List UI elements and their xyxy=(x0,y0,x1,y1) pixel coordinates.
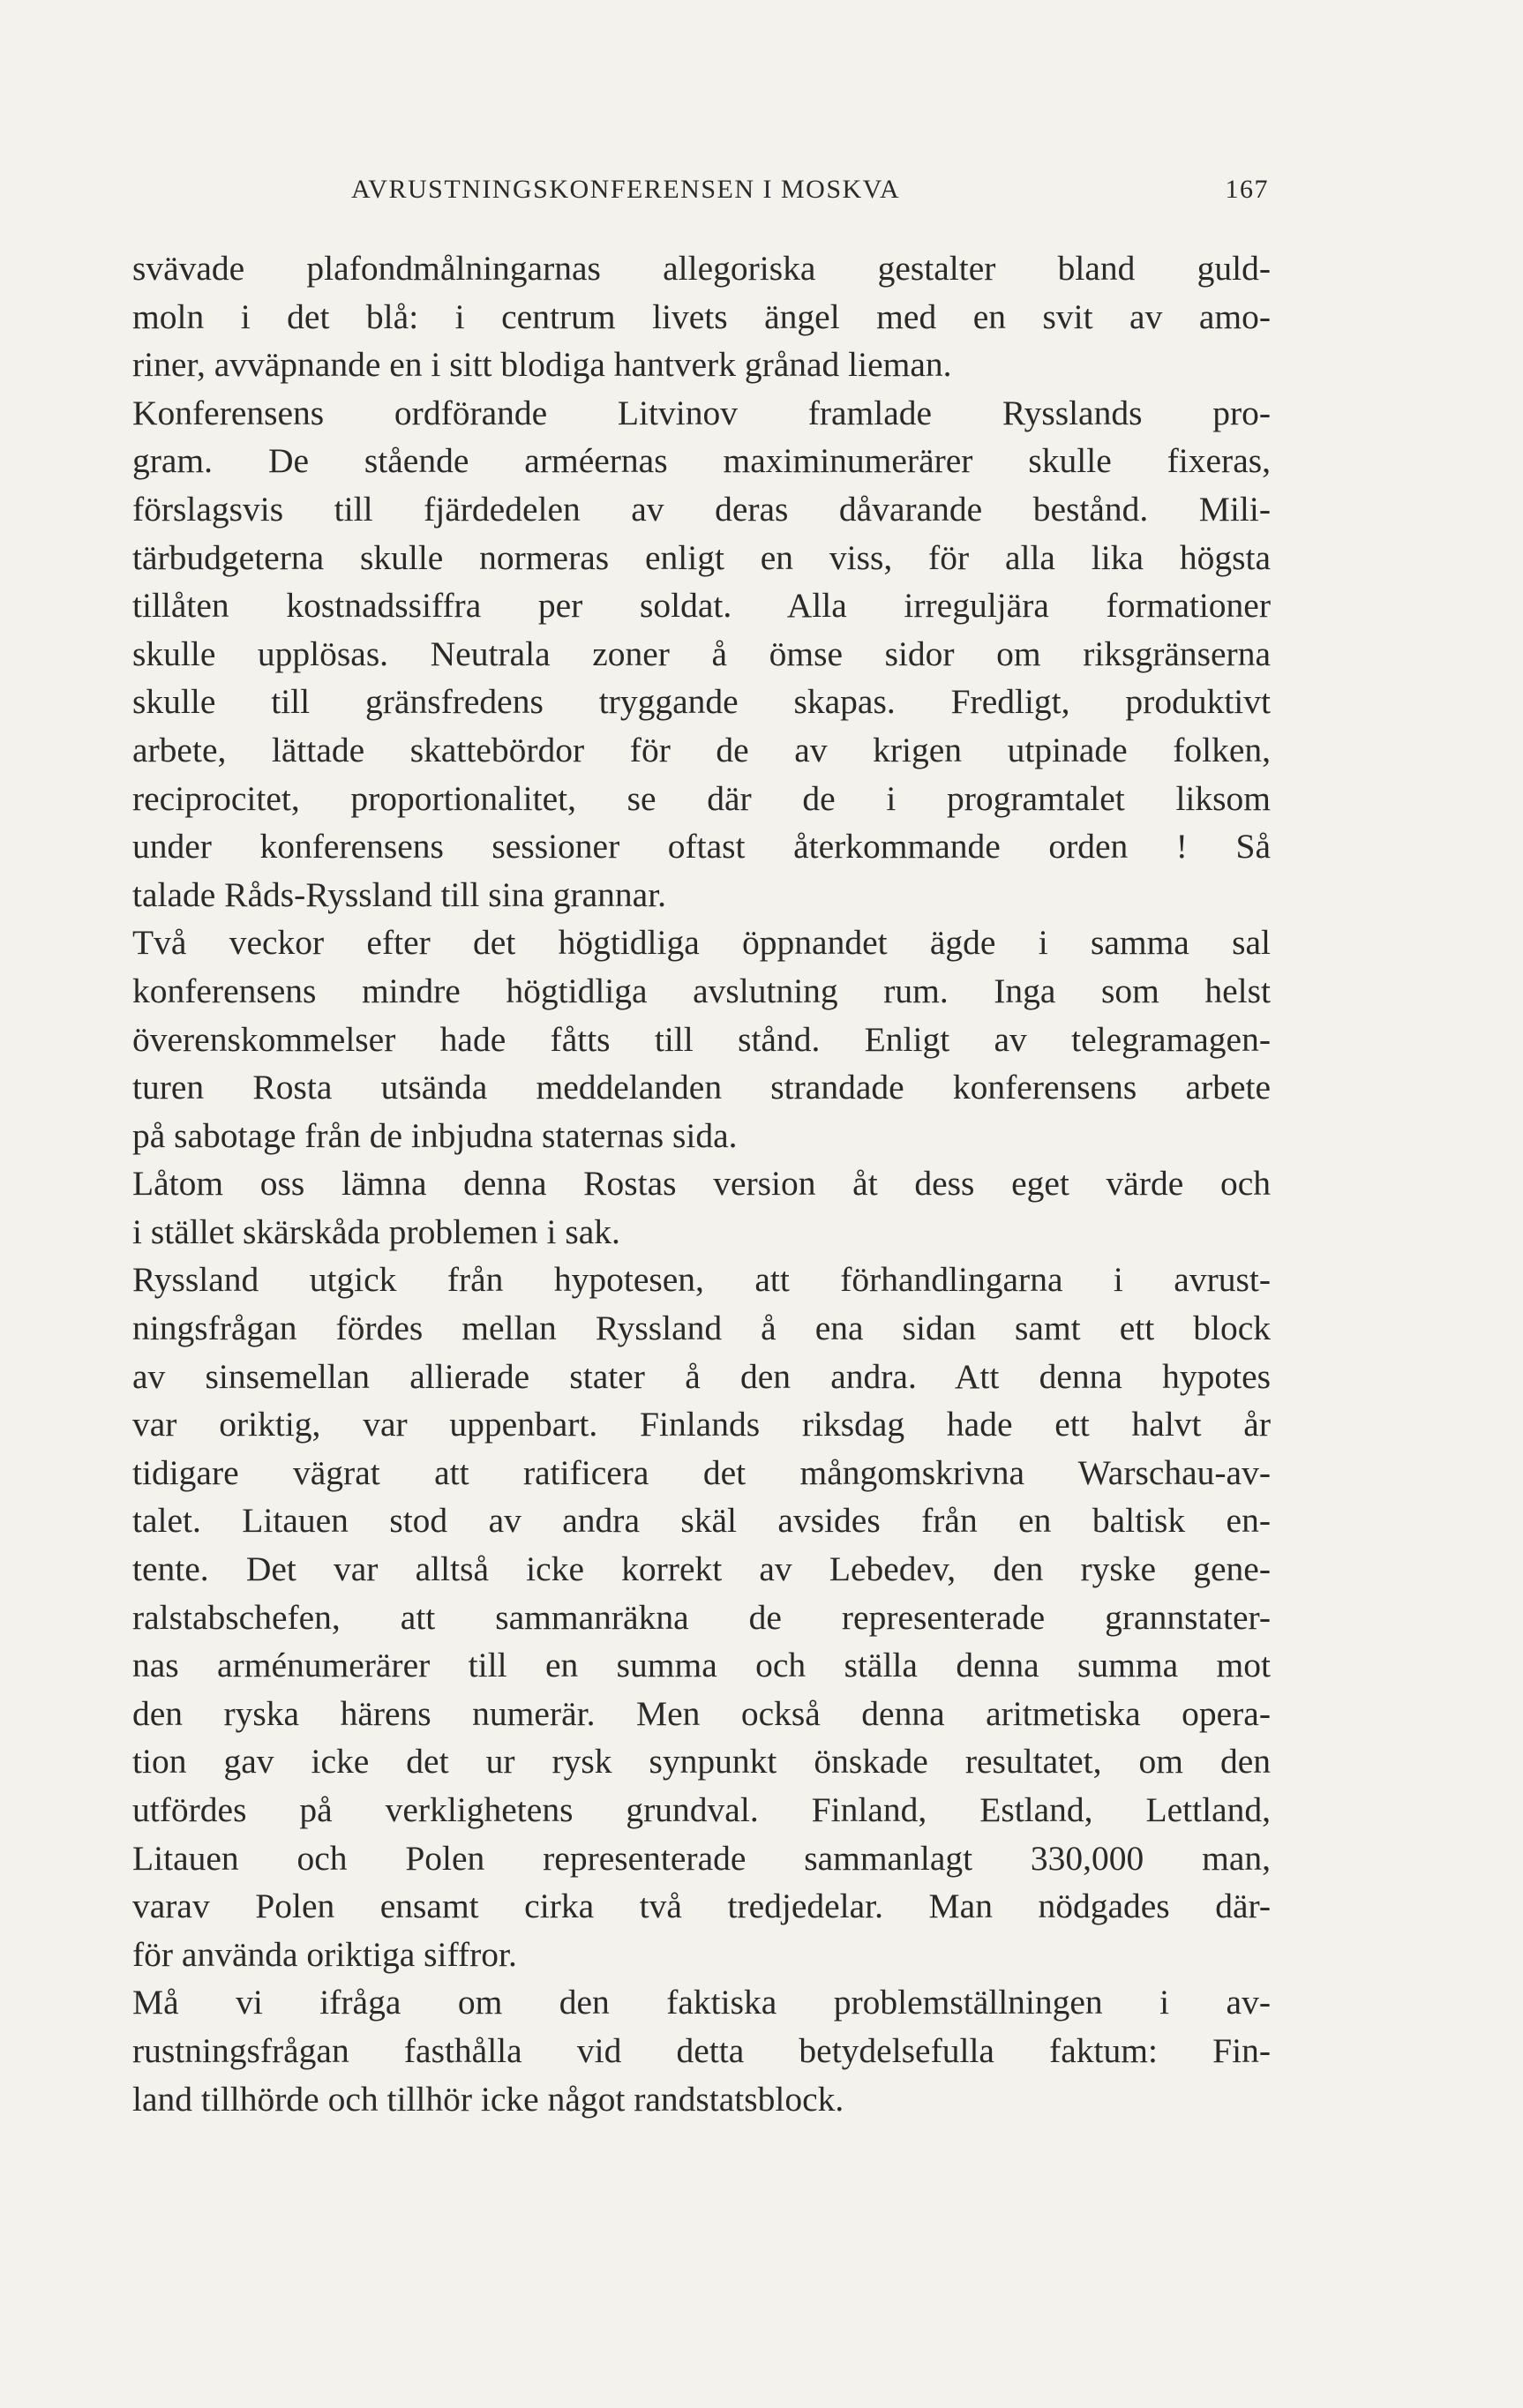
text-line: för använda oriktiga siffror. xyxy=(132,1934,517,1974)
text-line: turen Rosta utsända meddelanden strandade konferensens arbete xyxy=(132,1068,1271,1107)
text-line: tente. Det var alltså icke korrekt av Lebedev, den ryske gene- xyxy=(132,1549,1271,1589)
text-line: Litauen och Polen representerade sammanlagt 330,000 man, xyxy=(132,1838,1271,1878)
text-line: moln i det blå: i centrum livets ängel med en svit av amo- xyxy=(132,296,1271,336)
body-text xyxy=(132,244,1271,2123)
text-line: tärbudgeterna skulle normeras enligt en viss, för alla lika högsta xyxy=(132,537,1271,577)
text-line: reciprocitet, proportionalitet, se där de i programtalet liksom xyxy=(132,778,1271,818)
text-line: varav Polen ensamt cirka två tredjedelar. Man nödgades där- xyxy=(132,1887,1271,1926)
text-line: rustningsfrågan fasthålla vid detta betydelsefulla faktum: Fin- xyxy=(132,2030,1271,2070)
page-number: 167 xyxy=(1225,175,1269,204)
text-line: Låtom oss lämna denna Rostas version åt dess eget värde och xyxy=(132,1164,1271,1204)
text-line: gram. De stående arméernas maximinumerärer skulle fixeras, xyxy=(132,441,1271,481)
text-line: skulle upplösas. Neutrala zoner å ömse sidor om riksgränserna xyxy=(132,634,1271,673)
text-line: nas arménumerärer till en summa och ställa denna summa mot xyxy=(132,1646,1271,1685)
text-line: överenskommelser hade fåtts till stånd. Enligt av telegramagen- xyxy=(132,1019,1271,1059)
text-line: arbete, lättade skattebördor för de av krigen utpinade folken, xyxy=(132,730,1271,769)
text-line: den ryska härens numerär. Men också denna aritmetiska opera- xyxy=(132,1693,1271,1733)
text-line: i stället skärskåda problemen i sak. xyxy=(132,1212,620,1251)
text-line: förslagsvis till fjärdedelen av deras dåvarande bestånd. Mili- xyxy=(132,489,1271,529)
text-line: land tillhörde och tillhör icke något randstatsblock. xyxy=(132,2079,844,2119)
text-line: skulle till gränsfredens tryggande skapas. Fredligt, produktivt xyxy=(132,682,1271,722)
text-line: var oriktig, var uppenbart. Finlands riksdag hade ett halvt år xyxy=(132,1405,1271,1444)
text-line: tillåten kostnadssiffra per soldat. Alla irreguljära formationer xyxy=(132,586,1271,626)
text-line: Ryssland utgick från hypotesen, att förhandlingarna i avrust- xyxy=(132,1260,1271,1300)
text-line: under konferensens sessioner oftast återkommande orden ! Så xyxy=(132,827,1271,866)
text-line: Två veckor efter det högtidliga öppnandet ägde i samma sal xyxy=(132,923,1271,963)
page-header xyxy=(351,175,1269,219)
text-line: riner, avväpnande en i sitt blodiga hantverk grånad lieman. xyxy=(132,345,952,385)
text-line: tidigare vägrat att ratificera det mångomskrivna Warschau-av- xyxy=(132,1452,1271,1492)
text-line: talade Råds-Ryssland till sina grannar. xyxy=(132,874,667,914)
text-line: av sinsemellan allierade stater å den andra. Att denna hypotes xyxy=(132,1356,1271,1396)
text-line: Må vi ifråga om den faktiska problemställningen i av- xyxy=(132,1983,1271,2022)
running-title: AVRUSTNINGSKONFERENSEN I MOSKVA xyxy=(351,175,901,204)
text-line: utfördes på verklighetens grundval. Finland, Estland, Lettland, xyxy=(132,1790,1271,1829)
text-line: ningsfrågan fördes mellan Ryssland å ena sidan samt ett block xyxy=(132,1309,1271,1348)
text-line: på sabotage från de inbjudna staternas sida. xyxy=(132,1115,738,1155)
text-line: Konferensens ordförande Litvinov framlade Rysslands pro- xyxy=(132,393,1271,432)
text-line: konferensens mindre högtidliga avslutning rum. Inga som helst xyxy=(132,971,1271,1010)
text-line: svävade plafondmålningarnas allegoriska gestalter bland guld- xyxy=(132,249,1271,288)
text-line: talet. Litauen stod av andra skäl avsides från en baltisk en- xyxy=(132,1501,1271,1541)
text-line: ralstabschefen, att sammanräkna de representerade grannstater- xyxy=(132,1597,1271,1637)
text-line: tion gav icke det ur rysk synpunkt önskade resultatet, om den xyxy=(132,1742,1271,1782)
